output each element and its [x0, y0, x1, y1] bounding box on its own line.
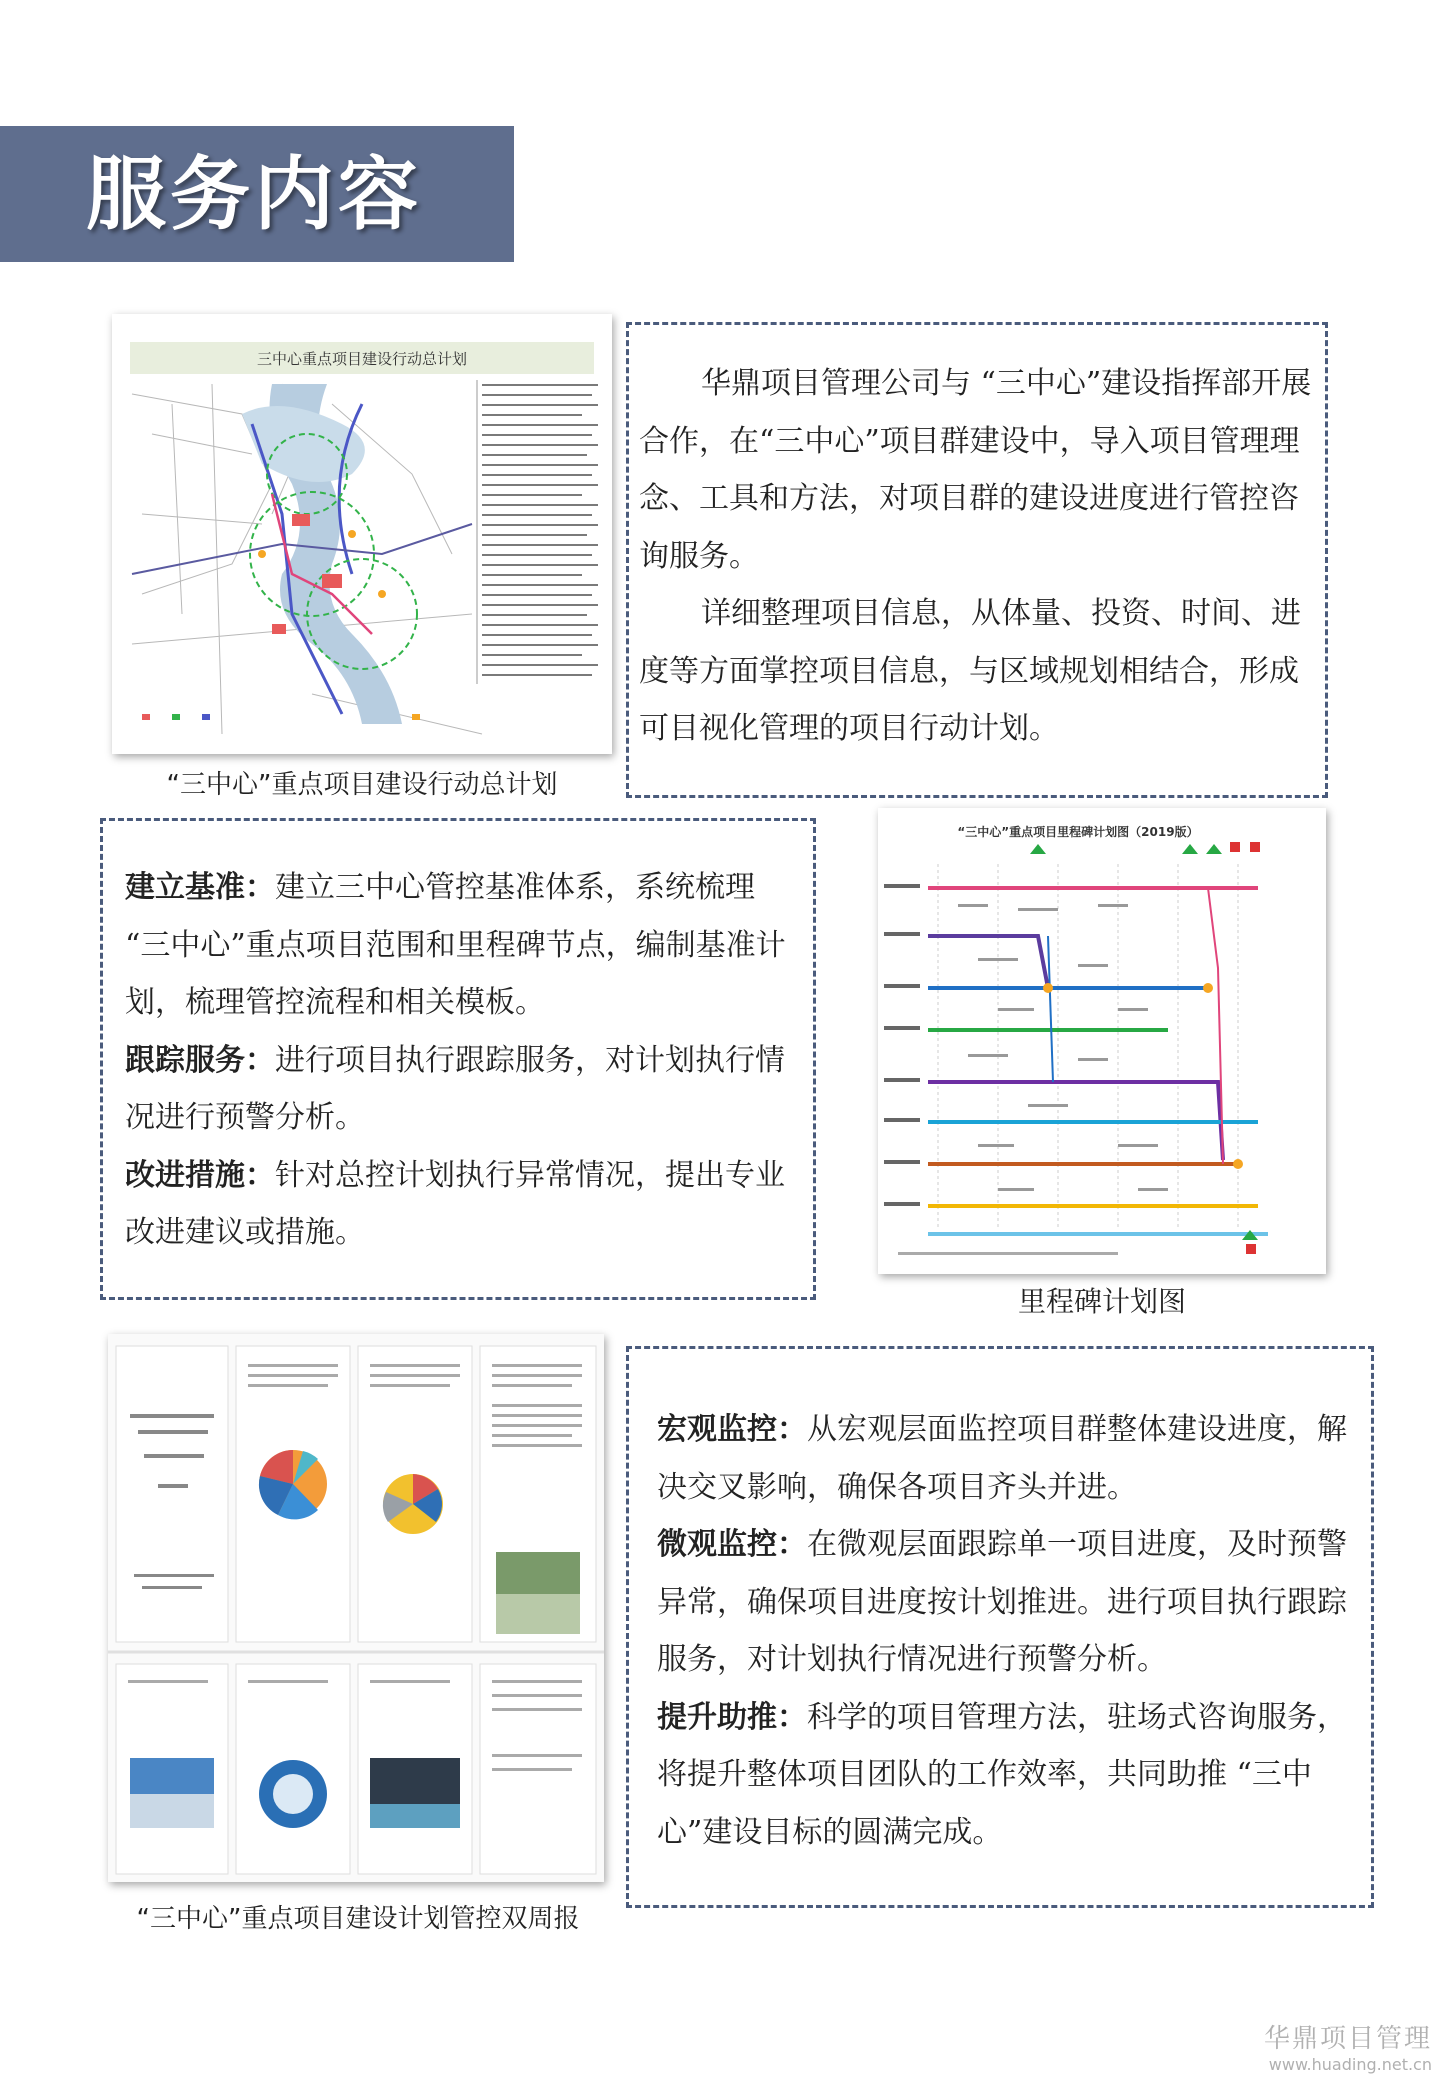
improvement-item [125, 1147, 795, 1262]
watermark [1264, 2018, 1432, 2074]
biweekly-report-thumbnails [108, 1334, 604, 1882]
watermark-name: 华鼎项目管理 [1263, 2024, 1432, 2054]
improvement-text: 针对总控计划执行异常情况，提出专业改进建议或措施。 [125, 1157, 785, 1250]
watermark-url: www.huading.net.cn [1268, 2055, 1432, 2074]
intro-paragraph-1: 华鼎项目管理公司与 “三中心”建设指挥部开展合作，在“三中心”项目群建设中，导入项目管理理念、工具和方法，对项目群的建设进度进行管控咨询服务。 [639, 366, 1312, 574]
biweekly-report-caption: “三中心”重点项目建设计划管控双周报 [136, 1904, 580, 1934]
header-banner [0, 126, 514, 262]
milestone-caption: 里程碑计划图 [1017, 1285, 1186, 1318]
micro-monitoring-label: 微观监控： [657, 1527, 807, 1562]
master-plan-map [112, 314, 612, 754]
tracking-label: 跟踪服务： [125, 1042, 275, 1078]
page-title: 服务内容 [86, 147, 422, 241]
milestone-chart-title: “三中心”重点项目里程碑计划图（2019版） [957, 825, 1199, 839]
master-plan-caption: “三中心”重点项目建设行动总计划 [166, 770, 558, 800]
biweekly-report-image [108, 1334, 604, 1882]
baseline-text: 建立三中心管控基准体系，系统梳理 “三中心”重点项目范围和里程碑节点，编制基准计划，梳理管控流程和相关模板。 [125, 870, 786, 1020]
master-plan-image-title: 三中心重点项目建设行动总计划 [256, 350, 468, 368]
macro-monitoring-text: 从宏观层面监控项目群整体建设进度，解决交叉影响，确保各项目齐头并进。 [657, 1412, 1347, 1505]
micro-monitoring-item [657, 1516, 1363, 1689]
boost-text: 科学的项目管理方法，驻场式咨询服务，将提升整体项目团队的工作效率，共同助推 “三中心”建设目标的圆满完成。 [657, 1699, 1347, 1850]
master-plan-image [112, 314, 612, 754]
baseline-label: 建立基准： [125, 870, 275, 905]
improvement-label: 改进措施： [125, 1157, 275, 1193]
baseline-item [125, 859, 795, 1032]
boost-item [657, 1689, 1363, 1862]
macro-monitoring-label: 宏观监控： [657, 1412, 807, 1447]
tracking-item [125, 1032, 795, 1147]
milestone-chart-image [878, 808, 1326, 1274]
baseline-textbox [100, 818, 816, 1300]
intro-textbox [626, 322, 1328, 798]
macro-monitoring-item [657, 1401, 1363, 1516]
monitoring-textbox [626, 1346, 1374, 1908]
intro-paragraph-2: 详细整理项目信息，从体量、投资、时间、进度等方面掌控项目信息，与区域规划相结合，形成可目视化管理的项目行动计划。 [639, 596, 1301, 746]
tracking-text: 进行项目执行跟踪服务，对计划执行情况进行预警分析。 [125, 1042, 785, 1135]
boost-label: 提升助推： [657, 1699, 807, 1735]
micro-monitoring-text: 在微观层面跟踪单一项目进度，及时预警异常，确保项目进度按计划推进。进行项目执行跟踪服务，对计划执行情况进行预警分析。 [657, 1527, 1347, 1677]
milestone-chart [878, 808, 1326, 1274]
